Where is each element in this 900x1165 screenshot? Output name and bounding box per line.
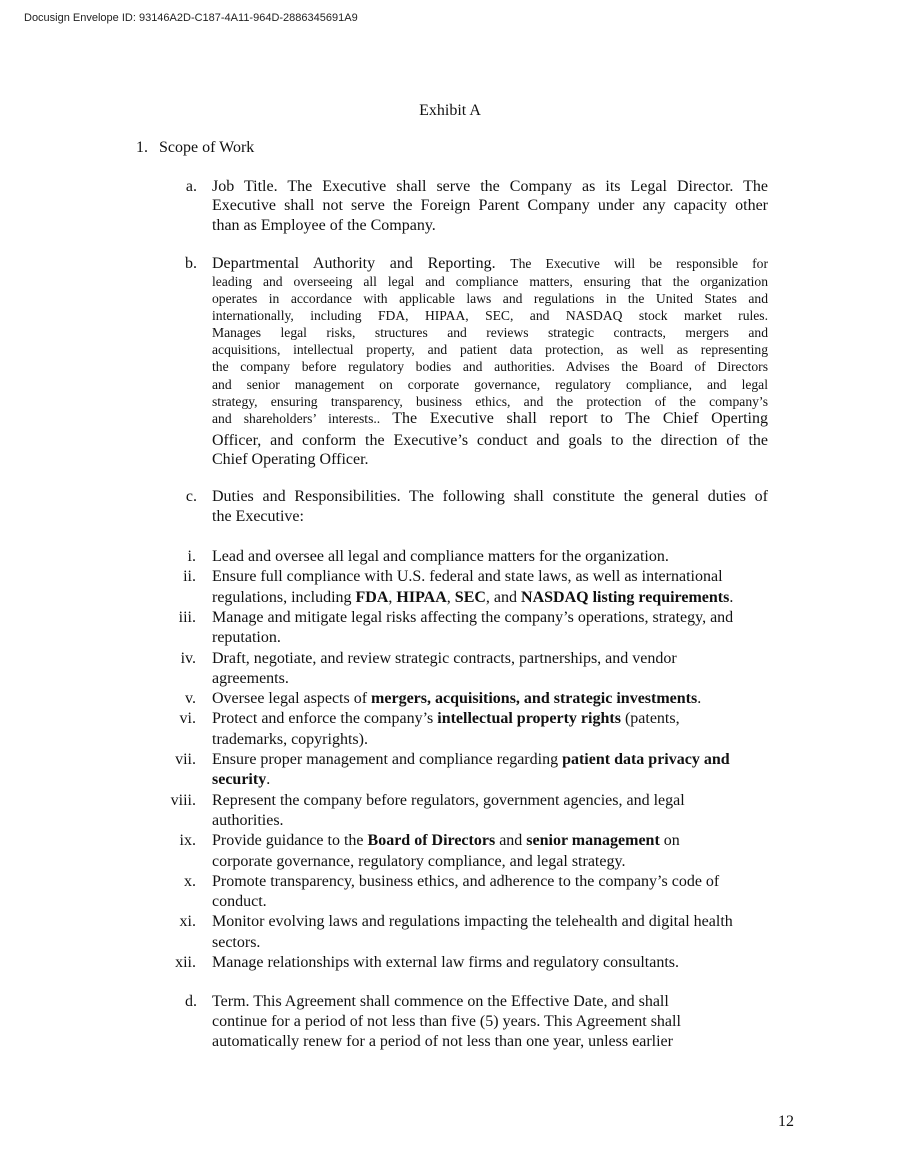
- text-line: [212, 933, 260, 953]
- list-marker: xi.: [179, 913, 196, 931]
- text-segment: Provide guidance to the: [212, 832, 368, 850]
- text-segment: .: [729, 588, 734, 606]
- text-segment: the Executive:: [212, 508, 304, 525]
- bold-text: intellectual property rights: [437, 710, 621, 728]
- list-marker: a.: [185, 178, 197, 195]
- text-segment: Monitor evolving laws and regulations impacting the telehealth and digital health: [212, 913, 733, 931]
- bold-text: Board of Directors: [367, 832, 496, 850]
- text-line: [212, 431, 768, 451]
- text-segment: authorities.: [212, 811, 284, 829]
- list-marker: c.: [185, 488, 197, 505]
- text-segment: Lead and oversee all legal and compliance matters for the organization.: [212, 548, 669, 565]
- page-number: 12: [778, 1113, 794, 1130]
- text-line: [212, 177, 768, 197]
- list-marker: ii.: [183, 568, 196, 586]
- text-segment: .: [266, 771, 271, 789]
- section-number: 1.: [136, 139, 148, 156]
- text-line: [212, 872, 719, 892]
- text-segment: Draft, negotiate, and review strategic contracts, partnerships, and vendor: [212, 649, 677, 667]
- text-segment: and: [495, 832, 527, 850]
- text-line: [212, 608, 733, 628]
- text-line: [212, 852, 625, 872]
- list-marker: vi.: [179, 710, 196, 728]
- bold-text: patient data privacy and: [562, 751, 730, 768]
- text-line: [212, 487, 768, 507]
- list-marker: iii.: [178, 608, 196, 626]
- section-label: Scope of Work: [159, 139, 255, 156]
- text-segment: Duties and Responsibilities. The following shall constitute the general duties of: [212, 488, 768, 505]
- text-line: [212, 912, 733, 932]
- text-segment: ,: [446, 588, 455, 606]
- text-line: [212, 567, 723, 587]
- text-line: [212, 450, 369, 470]
- list-marker: d.: [185, 993, 197, 1010]
- text-segment: Promote transparency, business ethics, and adherence to the company’s code of: [212, 872, 720, 890]
- text-segment: agreements.: [212, 669, 289, 687]
- text-segment: and senior management on corporate governance, regulatory compliance, and legal: [212, 377, 768, 392]
- text-segment: ,: [388, 588, 397, 606]
- text-segment: Job Title. The Executive shall serve the Company as its Legal Director. The: [212, 178, 768, 195]
- text-line: [212, 892, 267, 912]
- text-segment: leading and overseeing all legal and compliance matters, ensuring that the organization: [212, 274, 768, 289]
- text-line: [212, 669, 289, 689]
- text-line: [212, 196, 768, 216]
- text-line: [212, 689, 701, 709]
- text-line: [212, 357, 768, 377]
- text-segment: The Executive shall report to The Chief Operting: [392, 410, 768, 427]
- text-segment: Officer, and conform the Executive’s conduct and goals to the direction of the: [212, 432, 768, 449]
- text-segment: Departmental Authority and Reporting.: [212, 255, 511, 272]
- text-segment: reputation.: [212, 629, 281, 647]
- text-line: [212, 1032, 673, 1052]
- text-segment: continue for a period of not less than five (5) years. This Agreement shall: [212, 1013, 681, 1030]
- text-line: [212, 831, 680, 851]
- text-segment: internationally, including FDA, HIPAA, SEC, and NASDAQ stock market rules.: [212, 308, 768, 323]
- text-segment: on: [659, 832, 680, 850]
- text-segment: Protect and enforce the company’s: [212, 710, 438, 728]
- text-segment: automatically renew for a period of not less than one year, unless earlier: [212, 1033, 673, 1050]
- bold-text: security: [212, 771, 267, 789]
- text-segment: the company before regulatory bodies and authorities. Advises the Board of Directors: [212, 359, 768, 374]
- text-segment: Manage relationships with external law firms and regulatory consultants.: [212, 954, 679, 971]
- text-segment: corporate governance, regulatory compliance, and legal strategy.: [212, 852, 626, 870]
- bold-text: senior management: [526, 832, 660, 850]
- bold-text: SEC: [454, 588, 486, 606]
- text-line: [212, 628, 281, 648]
- exhibit-title: Exhibit A: [419, 102, 481, 119]
- text-segment: operates in accordance with applicable laws and regulations in the United States and: [212, 291, 768, 306]
- text-segment: Ensure full compliance with U.S. federal and state laws, as well as international: [212, 568, 723, 586]
- text-segment: trademarks, copyrights).: [212, 730, 368, 748]
- text-line: [212, 709, 680, 729]
- text-segment: strategy, ensuring transparency, business ethics, and the protection of the company’s: [212, 394, 768, 409]
- list-marker: ix.: [179, 832, 196, 850]
- text-line: [212, 770, 270, 790]
- text-line: [212, 649, 677, 669]
- text-segment: Ensure proper management and compliance regarding: [212, 751, 563, 768]
- text-line: [212, 811, 284, 831]
- text-line: [212, 409, 768, 429]
- text-segment: acquisitions, intellectual property, and patient data protection, as well as representing: [212, 342, 768, 357]
- bold-text: mergers, acquisitions, and strategic investments: [371, 690, 698, 708]
- text-segment: sectors.: [212, 933, 261, 951]
- list-marker: iv.: [180, 649, 196, 667]
- text-segment: .: [697, 690, 702, 708]
- text-segment: Chief Operating Officer.: [212, 451, 369, 468]
- text-segment: conduct.: [212, 893, 267, 911]
- list-marker: v.: [185, 690, 196, 708]
- text-segment: (patents,: [620, 710, 680, 728]
- text-line: [212, 507, 304, 527]
- text-segment: and shareholders’ interests..: [212, 411, 393, 426]
- bold-text: NASDAQ listing requirements: [521, 588, 730, 606]
- list-marker: x.: [184, 872, 196, 890]
- text-line: [212, 791, 685, 811]
- bold-text: FDA: [355, 588, 389, 606]
- text-segment: regulations, including: [212, 588, 356, 606]
- text-line: [212, 216, 436, 236]
- text-line: [212, 730, 368, 750]
- text-line: [212, 254, 768, 274]
- text-segment: Executive shall not serve the Foreign Parent Company under any capacity other: [212, 197, 768, 214]
- list-marker: vii.: [175, 751, 196, 768]
- list-marker: xii.: [175, 954, 196, 971]
- text-line: [212, 1012, 681, 1032]
- list-marker: viii.: [170, 791, 196, 809]
- text-segment: Represent the company before regulators, government agencies, and legal: [212, 791, 685, 809]
- list-marker: b.: [185, 255, 197, 272]
- text-segment: than as Employee of the Company.: [212, 217, 436, 234]
- text-line: [212, 750, 730, 770]
- text-segment: Manage and mitigate legal risks affecting the company’s operations, strategy, and: [212, 608, 734, 626]
- text-segment: , and: [485, 588, 522, 606]
- text-line: [212, 547, 669, 567]
- text-line: [212, 992, 669, 1012]
- envelope-id: Docusign Envelope ID: 93146A2D-C187-4A11-964D-2886345691A9: [24, 12, 358, 24]
- text-line: [212, 588, 733, 608]
- text-segment: Manages legal risks, structures and reviews strategic contracts, mergers and: [212, 325, 768, 340]
- text-segment: Term. This Agreement shall commence on the Effective Date, and shall: [212, 993, 669, 1010]
- text-segment: The Executive will be responsible for: [510, 256, 769, 271]
- bold-text: HIPAA: [396, 588, 447, 606]
- list-marker: i.: [187, 548, 196, 565]
- text-segment: Oversee legal aspects of: [212, 690, 372, 708]
- text-line: [212, 953, 679, 973]
